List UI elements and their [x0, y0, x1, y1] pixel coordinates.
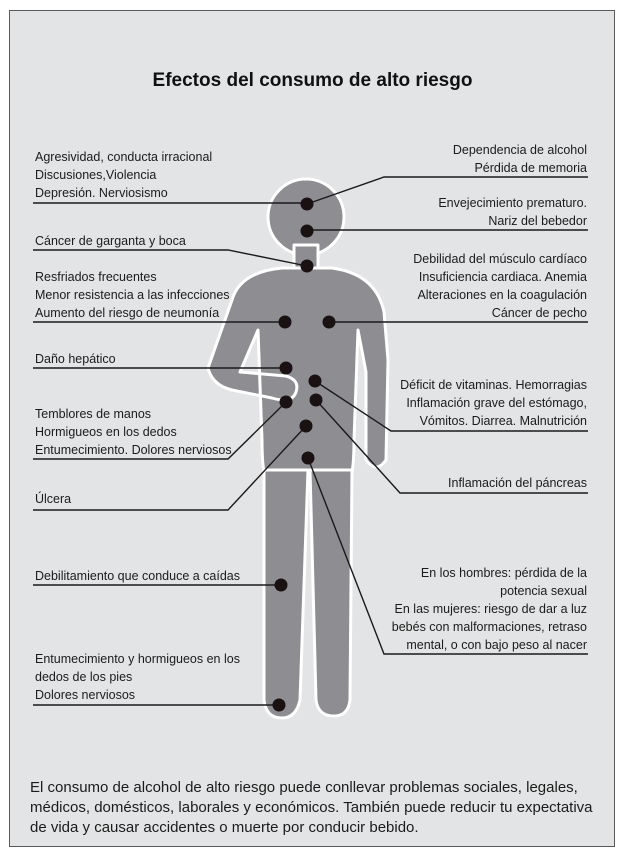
- label-vitaminas: Déficit de vitaminas. Hemorragias Inflamación grave del estómago, Vómitos. Diarrea. Malnutrición: [400, 378, 587, 428]
- dot-stomach: [309, 375, 322, 388]
- diagram-title: Efectos del consumo de alto riesgo: [152, 70, 473, 91]
- dot-nose: [301, 225, 314, 238]
- dot-reproductive: [302, 452, 315, 465]
- label-pies: Entumecimiento y hormigueos en los dedos de los pies Dolores nerviosos: [35, 652, 240, 702]
- torso-shape: [208, 268, 388, 480]
- label-hepatico: Daño hepático: [35, 352, 116, 366]
- footer-text: El consumo de alcohol de alto riesgo puede conllevar problemas sociales, legales, médicos, domésticos, laborales y económicos. También puede reducir tu expectativa de vida y causar accidentes o muerte por conducir bebido.: [30, 779, 593, 836]
- body-silhouette: [208, 179, 388, 718]
- dot-foot: [273, 699, 286, 712]
- dot-ulcer: [300, 420, 313, 433]
- dot-heart: [323, 316, 336, 329]
- line-garganta: [33, 250, 307, 266]
- dot-pancreas: [310, 394, 323, 407]
- label-pancreas: Inflamación del páncreas: [448, 476, 587, 490]
- dot-leg: [275, 579, 288, 592]
- dot-throat: [301, 260, 314, 273]
- label-envejecimiento: Envejecimiento prematuro. Nariz del bebedor: [438, 196, 587, 228]
- label-agresividad: Agresividad, conducta irracional Discusiones,Violencia Depresión. Nerviosismo: [35, 150, 213, 200]
- label-ulcera: Úlcera: [35, 492, 72, 506]
- label-dependencia: Dependencia de alcohol Pérdida de memoria: [452, 143, 587, 175]
- label-temblores: Temblores de manos Hormigueos en los dedos Entumecimiento. Dolores nerviosos: [35, 407, 232, 457]
- label-caidas: Debilitamiento que conduce a caídas: [35, 569, 240, 583]
- right-leg-shape: [310, 470, 352, 716]
- label-garganta: Cáncer de garganta y boca: [35, 234, 186, 248]
- label-corazon: Debilidad del músculo cardíaco Insuficiencia cardiaca. Anemia Alteraciones en la coagulación Cáncer de pecho: [413, 252, 587, 320]
- dot-lung: [279, 316, 292, 329]
- left-leg-shape: [264, 470, 308, 718]
- dot-liver: [280, 362, 293, 375]
- dot-brain: [301, 198, 314, 211]
- label-resfriados: Resfriados frecuentes Menor resistencia a las infecciones Aumento del riesgo de neumonía: [35, 270, 230, 320]
- label-sexual: En los hombres: pérdida de la potencia sexual En las mujeres: riesgo de dar a luz bebés con malformaciones, retraso mental, o con bajo peso al nacer: [391, 566, 587, 652]
- dot-hand: [280, 396, 293, 409]
